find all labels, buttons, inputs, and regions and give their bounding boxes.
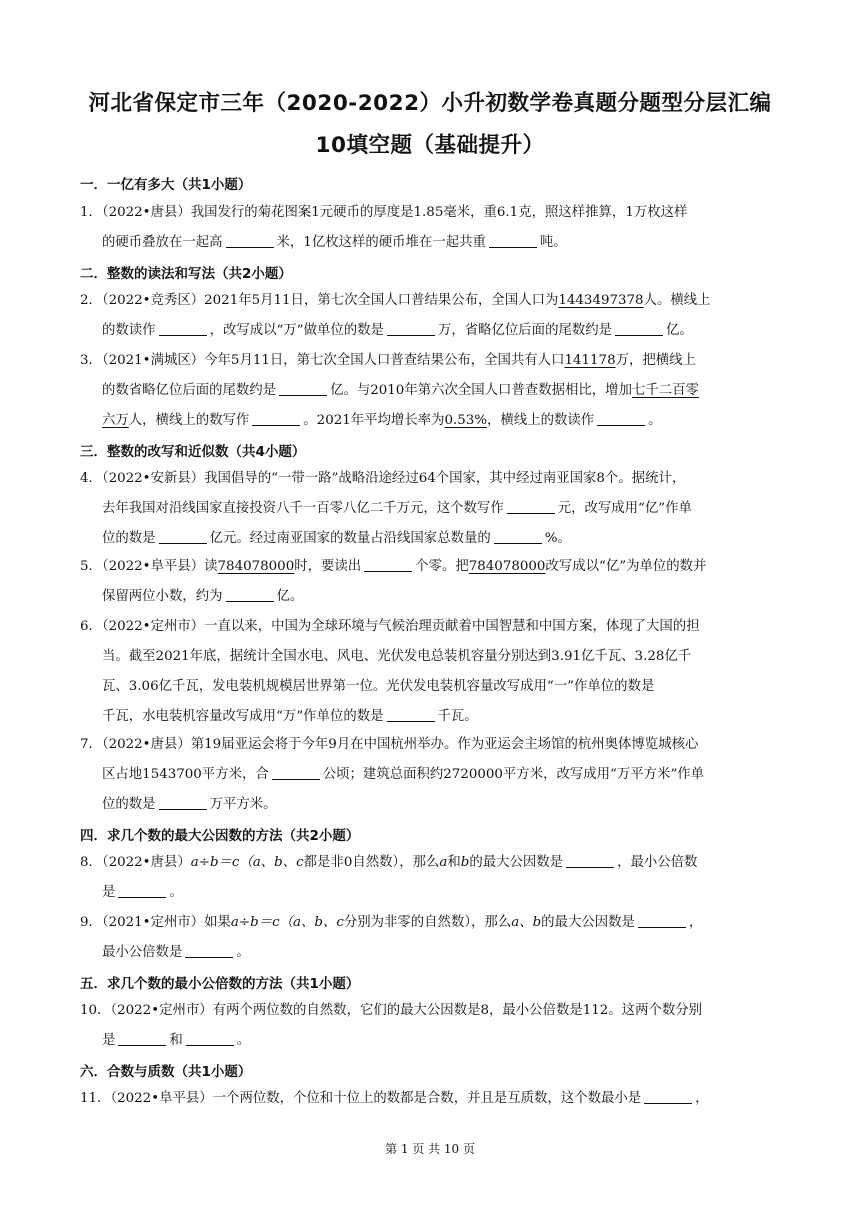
q2-line2: 的数读作 ，改写成以“万”做单位的数是 万，省略亿位后面的尾数约是 亿。 <box>102 323 693 338</box>
answer-blank[interactable] <box>387 321 435 336</box>
answer-blank[interactable] <box>597 411 645 426</box>
q4-line3: 位的数是 亿元。经过南亚国家的数量占沿线国家总数量的 %。 <box>102 531 571 546</box>
answer-blank[interactable] <box>186 1031 234 1046</box>
question-10 <box>80 996 780 1056</box>
answer-blank[interactable] <box>118 1031 166 1046</box>
q5-line2: 保留两位小数，约为 亿。 <box>102 589 304 604</box>
section-heading-4: 四．求几个数的最大公因数的方法（共2小题） <box>80 828 360 844</box>
q11-line1: 11．（2022•阜平县）一个两位数，个位和十位上的数都是合数，并且是互质数，这个数最小是 ， <box>80 1091 709 1106</box>
question-8 <box>80 848 780 908</box>
q4-line1: 4．（2022•安新县）我国倡导的“一带一路”战略沿途经过64个国家，其中经过南亚国家8个。据统计， <box>80 471 686 486</box>
question-1 <box>80 198 780 258</box>
q8-line1: 8．（2022•唐县）a÷b＝c（a、b、c都是非0自然数），那么a和b的最大公因数是 ，最小公倍数 <box>80 855 698 870</box>
q10-line2: 是 和 。 <box>102 1033 251 1048</box>
q9-line2: 最小公倍数是 。 <box>102 945 250 960</box>
page-footer: 第 1 页 共 10 页 <box>385 1142 475 1156</box>
answer-blank[interactable] <box>159 321 207 336</box>
q3-line1: 3．（2021•满城区）今年5月11日，第七次全国人口普查结果公布，全国共有人口141178万，把横线上 <box>80 353 696 368</box>
q2-line1: 2．（2022•竞秀区）2021年5月11日，第七次全国人口普结果公布，全国人口为1443497378人。横线上 <box>80 293 711 308</box>
question-3 <box>80 346 780 436</box>
q1-line2: 的硬币叠放在一起高 米，1亿枚这样的硬币堆在一起共重 吨。 <box>102 235 567 250</box>
q1-line1: 1．（2022•唐县）我国发行的菊花图案1元硬币的厚度是1.85毫米，重6.1克，照这样推算，1万枚这样 <box>80 205 688 220</box>
answer-blank[interactable] <box>387 707 435 722</box>
document-title-line2: 10填空题（基础提升） <box>315 133 545 158</box>
section-heading-3: 三．整数的改写和近似数（共4小题） <box>80 444 306 460</box>
answer-blank[interactable] <box>118 883 166 898</box>
answer-blank[interactable] <box>226 587 274 602</box>
answer-blank[interactable] <box>644 1089 692 1104</box>
answer-blank[interactable] <box>159 795 207 810</box>
q6-line1: 6．（2022•定州市）一直以来，中国为全球环境与气候治理贡献着中国智慧和中国方案，体现了大国的担 <box>80 619 700 634</box>
q3-line2: 的数省略亿位后面的尾数约是 亿。与2010年第六次全国人口普查数据相比，增加七千二百零 <box>102 383 699 398</box>
question-4 <box>80 464 780 554</box>
section-heading-6: 六．合数与质数（共1小题） <box>80 1064 252 1080</box>
q9-line1: 9．（2021•定州市）如果a÷b＝c（a、b、c分别为非零的自然数），那么a、b的最大公因数是 ， <box>80 915 703 930</box>
q7-line3: 位的数是 万平方米。 <box>102 797 277 812</box>
answer-blank[interactable] <box>489 233 537 248</box>
question-2 <box>80 286 780 346</box>
answer-blank[interactable] <box>615 321 663 336</box>
answer-blank[interactable] <box>226 233 274 248</box>
question-9 <box>80 908 780 968</box>
answer-blank[interactable] <box>638 913 686 928</box>
question-7 <box>80 730 780 820</box>
q8-line2: 是 。 <box>102 885 183 900</box>
document-title-line1: 河北省保定市三年（2020-2022）小升初数学卷真题分题型分层汇编 <box>88 91 772 116</box>
answer-blank[interactable] <box>252 411 300 426</box>
q6-line3: 瓦、3.06亿千瓦，发电装机规模居世界第一位。光伏发电装机容量改写成用“一”作单位的数是 <box>102 679 655 694</box>
answer-blank[interactable] <box>272 765 320 780</box>
question-11 <box>80 1084 780 1114</box>
question-5 <box>80 552 780 612</box>
q10-line1: 10．（2022•定州市）有两个两位数的自然数，它们的最大公因数是8，最小公倍数是112。这两个数分别 <box>80 1003 703 1018</box>
q6-line4: 千瓦，水电装机容量改写成用“万”作单位的数是 千瓦。 <box>102 709 478 724</box>
q3-line3: 六万人，横线上的数写作 。2021年平均增长率为0.53%，横线上的数读作 。 <box>102 413 662 428</box>
section-heading-2: 二．整数的读法和写法（共2小题） <box>80 266 292 282</box>
answer-blank[interactable] <box>364 557 412 572</box>
section-heading-1: 一．一亿有多大（共1小题） <box>80 177 252 193</box>
answer-blank[interactable] <box>507 499 555 514</box>
q7-line2: 区占地1543700平方米，合 公顷；建筑总面积约2720000平方米，改写成用“万平方米”作单 <box>102 767 705 782</box>
question-6 <box>80 612 780 732</box>
answer-blank[interactable] <box>279 381 327 396</box>
answer-blank[interactable] <box>185 943 233 958</box>
q7-line1: 7．（2022•唐县）第19届亚运会将于今年9月在中国杭州举办。作为亚运会主场馆的杭州奥体博览城核心 <box>80 737 699 752</box>
section-heading-5: 五．求几个数的最小公倍数的方法（共1小题） <box>80 976 360 992</box>
answer-blank[interactable] <box>566 853 614 868</box>
answer-blank[interactable] <box>159 529 207 544</box>
q6-line2: 当。截至2021年底，据统计全国水电、风电、光伏发电总装机容量分别达到3.91亿千瓦、3.28亿千 <box>102 649 692 664</box>
answer-blank[interactable] <box>494 529 542 544</box>
q5-line1: 5．（2022•阜平县）读784078000时，要读出 个零。把784078000改写成以“亿”为单位的数并 <box>80 559 707 574</box>
q4-line2: 去年我国对沿线国家直接投资八千一百零八亿二千万元，这个数写作 元，改写成用“亿”作单 <box>102 501 692 516</box>
